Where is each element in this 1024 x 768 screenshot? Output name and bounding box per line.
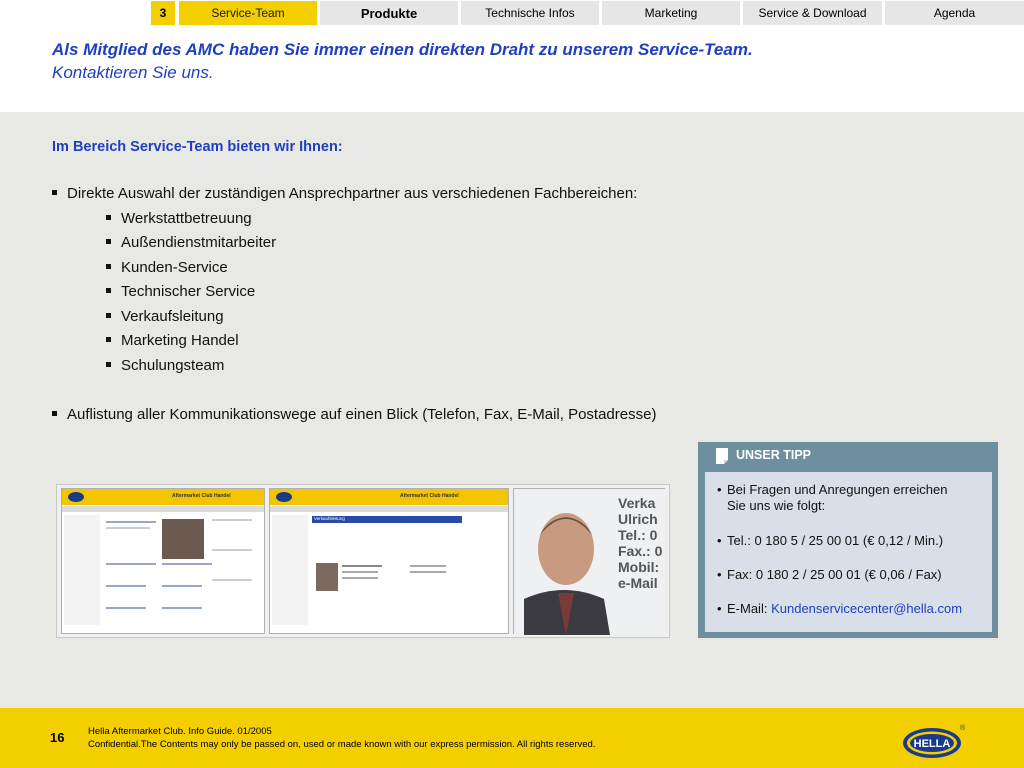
email-link[interactable]: Kundenservicecenter@hella.com: [771, 601, 963, 616]
headline-line-1: Als Mitglied des AMC haben Sie immer einen direkten Draht zu unserem Service-Team.: [52, 40, 753, 59]
text-line: [342, 571, 378, 573]
contact-text-line: Ulrich: [618, 511, 658, 527]
sub-bullet-text: Außendienstmitarbeiter: [121, 234, 277, 251]
sub-bullet-item: [106, 210, 252, 227]
hella-logo-mini-icon: [68, 492, 84, 502]
site-section-bar: Verkaufsleitung: [312, 516, 462, 523]
hella-logo: [902, 722, 964, 760]
note-icon: [714, 447, 730, 465]
website-screenshots: [56, 484, 670, 638]
tab-marketing[interactable]: Marketing: [602, 1, 742, 25]
sub-bullet-text: Marketing Handel: [121, 332, 239, 349]
screenshot-contact-portrait: [513, 488, 665, 634]
bullet-square-icon: [106, 362, 111, 367]
portrait-contact-text: [618, 495, 662, 591]
top-navigation: [0, 0, 1024, 27]
footer-title: Hella Aftermarket Club. Info Guide. 01/2005: [88, 726, 272, 737]
bullet-item: [52, 185, 637, 202]
hella-logo-mini-icon: [276, 492, 292, 502]
text-line: [106, 527, 150, 529]
site-header-bar: [270, 489, 508, 505]
bullet-item: [52, 406, 656, 423]
tip-item: • Bei Fragen und Anregungen erreichen: [717, 482, 948, 497]
page-number: 16: [50, 730, 65, 745]
tab-service-download[interactable]: Service & Download: [743, 1, 884, 25]
site-header-bar: [62, 489, 264, 505]
contact-text-line: e-Mail: [618, 575, 658, 591]
site-nav-bar: [270, 506, 508, 512]
text-line: [342, 565, 382, 567]
tip-item: • Tel.: 0 180 5 / 25 00 01 (€ 0,12 / Min.): [717, 533, 944, 548]
text-line: [162, 607, 202, 609]
section-subheading: Im Bereich Service-Team bieten wir Ihnen:: [52, 139, 343, 155]
content-area: [0, 112, 1024, 708]
sub-bullet-text: Kunden-Service: [121, 259, 228, 276]
text-line: [162, 585, 202, 587]
tip-text: Bei Fragen und Anregungen erreichen: [727, 482, 948, 497]
tip-item: • E-Mail: Kundenservicecenter@hella.com: [717, 601, 963, 616]
tab-produkte[interactable]: Produkte: [320, 1, 460, 25]
bullet-text: Auflistung aller Kommunikationswege auf einen Blick (Telefon, Fax, E-Mail, Postadresse): [67, 406, 657, 423]
bullet-square-icon: [106, 288, 111, 293]
tip-body: [705, 472, 992, 632]
tip-box: [698, 442, 998, 638]
bullet-square-icon: [106, 337, 111, 342]
tip-title: UNSER TIPP: [736, 448, 812, 462]
screenshot-service-team: [61, 488, 265, 634]
tip-header: [698, 442, 998, 469]
bullet-text: Direkte Auswahl der zuständigen Ansprechpartner aus verschiedenen Fachbereichen:: [67, 185, 638, 202]
text-line: [162, 563, 212, 565]
sub-bullet-text: Schulungsteam: [121, 357, 225, 374]
tab-service-team[interactable]: Service-Team: [179, 1, 319, 25]
contact-photo: [316, 563, 338, 591]
sub-bullet-item: [106, 308, 224, 325]
tip-item-continued: Sie uns wie folgt:: [727, 498, 826, 513]
screenshot-verkaufsleitung: [269, 488, 509, 634]
text-line: [342, 577, 378, 579]
site-sidebar: [64, 515, 100, 625]
bullet-square-icon: [106, 239, 111, 244]
contact-text-line: Tel.: 0: [618, 527, 658, 543]
contact-text-line: Fax.: 0: [618, 543, 663, 559]
contact-photo: [162, 519, 204, 559]
text-line: [212, 549, 252, 551]
sub-bullet-item: [106, 332, 239, 349]
bullet-square-icon: [52, 411, 57, 416]
footer: [0, 708, 1024, 768]
page-headline: [52, 38, 952, 84]
bullet-square-icon: [106, 215, 111, 220]
sub-bullet-text: Verkaufsleitung: [121, 308, 224, 325]
contact-text-line: Verka: [618, 495, 656, 511]
site-sidebar: [272, 515, 308, 625]
sub-bullet-text: Technischer Service: [121, 283, 256, 300]
hella-logo-text: HELLA: [913, 738, 951, 750]
text-line: [106, 585, 146, 587]
text-line: [410, 571, 446, 573]
section-number-tab[interactable]: 3: [151, 1, 177, 25]
tip-phone: Tel.: 0 180 5 / 25 00 01 (€ 0,12 / Min.): [727, 533, 944, 548]
text-line: [212, 519, 252, 521]
tip-fax: Fax: 0 180 2 / 25 00 01 (€ 0,06 / Fax): [727, 567, 942, 582]
text-line: [106, 607, 146, 609]
tip-item: • Fax: 0 180 2 / 25 00 01 (€ 0,06 / Fax): [717, 567, 942, 582]
bullet-square-icon: [52, 190, 57, 195]
site-header-title: Aftermarket Club Handel: [172, 493, 231, 499]
text-line: [212, 579, 252, 581]
site-header-title: Aftermarket Club Handel: [400, 493, 459, 499]
text-line: [410, 565, 446, 567]
sub-bullet-item: [106, 259, 228, 276]
contact-text-line: Mobil:: [618, 559, 660, 575]
text-line: [106, 563, 156, 565]
bullet-square-icon: [106, 264, 111, 269]
sub-bullet-item: [106, 234, 276, 251]
tab-agenda[interactable]: Agenda: [885, 1, 1024, 25]
headline-line-2: Kontaktieren Sie uns.: [52, 63, 214, 82]
footer-confidential: Confidential.The Contents may only be passed on, used or made known with our express permission. All rights reserved.: [88, 739, 596, 750]
tab-technische-infos[interactable]: Technische Infos: [461, 1, 601, 25]
sub-bullet-text: Werkstattbetreuung: [121, 210, 252, 227]
tip-email-label: E-Mail:: [727, 601, 768, 616]
sub-bullet-item: [106, 357, 224, 374]
sub-bullet-item: [106, 283, 255, 300]
site-nav-bar: [62, 506, 264, 512]
bullet-square-icon: [106, 313, 111, 318]
text-line: [106, 521, 156, 523]
registered-icon: ®: [960, 725, 966, 732]
